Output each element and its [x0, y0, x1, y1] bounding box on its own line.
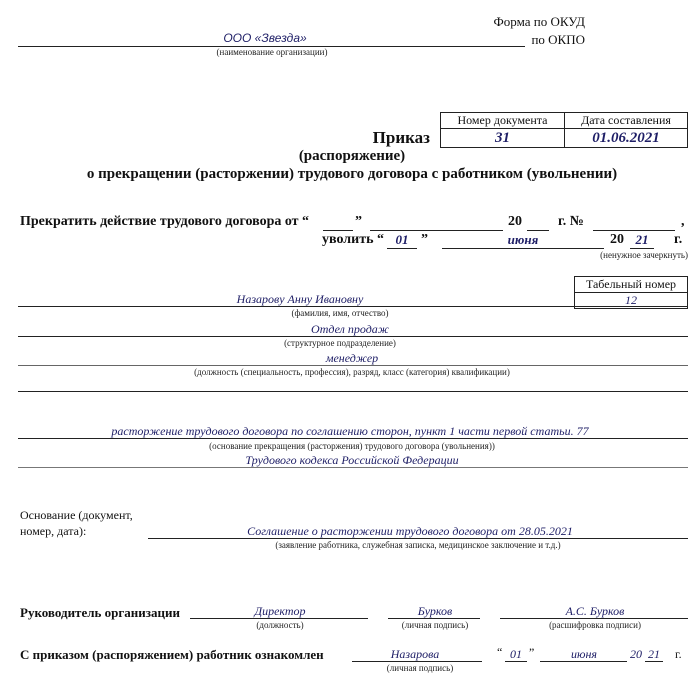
- document-number-table: [440, 112, 688, 148]
- dismiss-day: 01: [395, 232, 409, 247]
- head-position-caption: (должность): [256, 620, 304, 630]
- quote-close: ”: [355, 214, 362, 229]
- g-label: г.: [674, 232, 683, 247]
- department-caption: (структурное подразделение): [284, 338, 396, 348]
- dismiss-month: июня: [507, 232, 539, 247]
- ack-year-prefix: 20: [630, 647, 642, 661]
- year-prefix: 20: [508, 214, 522, 229]
- tab-number-header: Табельный номер: [575, 277, 688, 293]
- head-decoding-caption: (расшифровка подписи): [549, 620, 641, 630]
- org-name: ООО «Звезда»: [223, 31, 307, 45]
- dismiss-year: 21: [635, 232, 649, 247]
- org-caption: (наименование организации): [216, 47, 328, 57]
- disposal-title: (распоряжение): [298, 148, 406, 164]
- g-no-label: г. №: [558, 214, 584, 229]
- head-position: Директор: [254, 604, 306, 618]
- document-number: 31: [441, 129, 565, 148]
- ack-g-label: г.: [675, 647, 682, 661]
- basis-value: Соглашение о расторжении трудового договора от 28.05.2021: [247, 524, 573, 538]
- position-caption: (должность (специальность, профессия), разряд, класс (категория) квалификации): [194, 367, 510, 377]
- tab-number: 12: [575, 293, 688, 309]
- reason-caption: (основание прекращения (расторжения) трудового договора (увольнения)): [209, 441, 495, 451]
- reason-line1: расторжение трудового договора по соглашению сторон, пункт 1 части первой статьи. 77: [111, 424, 589, 438]
- terminate-label: Прекратить действие трудового договора от “: [20, 214, 310, 229]
- head-decoding: А.С. Бурков: [565, 604, 625, 618]
- employee-name: Назарову Анну Ивановну: [236, 292, 364, 306]
- quote-close-2: ”: [421, 232, 428, 247]
- ack-signature-caption: (личная подпись): [386, 663, 454, 673]
- head-signature-caption: (личная подпись): [401, 620, 469, 630]
- ack-label: С приказом (распоряжением) работник ознакомлен: [20, 647, 324, 662]
- okpo-label: по ОКПО: [531, 32, 585, 47]
- ack-quote-close: ”: [529, 645, 535, 659]
- order-title: Приказ: [372, 128, 430, 147]
- strike-note: (ненужное зачеркнуть): [600, 250, 688, 260]
- basis-caption: (заявление работника, служебная записка, медицинское заключение и т.д.): [275, 540, 561, 550]
- ack-month: июня: [571, 647, 597, 661]
- okud-label: Форма по ОКУД: [493, 14, 585, 29]
- head-label: Руководитель организации: [20, 605, 180, 620]
- head-signature: Бурков: [417, 604, 453, 618]
- tab-number-table: [574, 276, 688, 309]
- col-number-header: Номер документа: [441, 113, 565, 129]
- department: Отдел продаж: [311, 322, 389, 336]
- reason-line2: Трудового кодекса Российской Федерации: [245, 453, 459, 467]
- ack-year: 21: [648, 647, 660, 661]
- dismiss-label: уволить “: [322, 232, 384, 247]
- order-subject: о прекращении (расторжении) трудового договора с работником (увольнении): [86, 166, 618, 182]
- basis-label-2: номер, дата):: [20, 524, 87, 538]
- basis-label-1: Основание (документ,: [20, 508, 133, 522]
- name-caption: (фамилия, имя, отчество): [291, 308, 389, 318]
- position: менеджер: [325, 351, 379, 365]
- year-prefix-2: 20: [610, 232, 624, 247]
- ack-signature: Назарова: [390, 647, 440, 661]
- col-date-header: Дата составления: [565, 113, 688, 129]
- ack-quote-open: “: [497, 645, 503, 659]
- ack-day: 01: [510, 647, 522, 661]
- document-date: 01.06.2021: [565, 129, 688, 148]
- comma: ,: [681, 214, 685, 229]
